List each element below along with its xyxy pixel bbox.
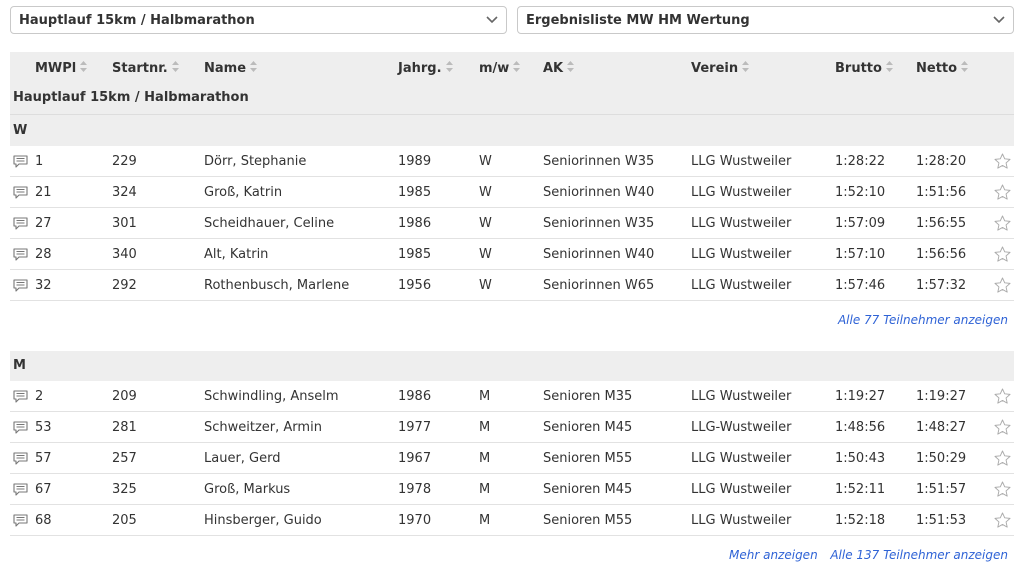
column-header-verein[interactable]: Verein xyxy=(691,52,749,86)
cell-mwpl: 28 xyxy=(35,247,52,262)
cell-jahrg: 1967 xyxy=(398,451,432,466)
table-row[interactable] xyxy=(10,505,1014,536)
sort-icon xyxy=(742,61,749,72)
group-header: M xyxy=(10,351,1014,381)
column-header-jahrg[interactable]: Jahrg. xyxy=(398,52,453,86)
cell-ak: Seniorinnen W65 xyxy=(543,278,655,293)
cell-verein: LLG Wustweiler xyxy=(691,451,792,466)
cell-brutto: 1:57:46 xyxy=(835,278,886,293)
table-row[interactable] xyxy=(10,208,1014,239)
table-row[interactable] xyxy=(10,270,1014,301)
cell-mwpl: 68 xyxy=(35,513,52,528)
cell-mw: W xyxy=(479,154,492,169)
show-more-link[interactable]: Mehr anzeigen xyxy=(729,548,818,562)
cell-ak: Seniorinnen W40 xyxy=(543,247,655,262)
cell-jahrg: 1986 xyxy=(398,389,432,404)
cell-netto: 1:28:20 xyxy=(916,154,967,169)
cell-name[interactable]: Groß, Katrin xyxy=(204,185,283,200)
cell-netto: 1:57:32 xyxy=(916,278,967,293)
cell-brutto: 1:52:11 xyxy=(835,482,886,497)
cell-netto: 1:48:27 xyxy=(916,420,967,435)
sort-icon xyxy=(513,61,520,72)
column-header-startnr[interactable]: Startnr. xyxy=(112,52,179,86)
cell-mw: M xyxy=(479,389,491,404)
column-header-netto[interactable]: Netto xyxy=(916,52,968,86)
cell-name[interactable]: Lauer, Gerd xyxy=(204,451,281,466)
star-outline-icon[interactable] xyxy=(993,152,1012,171)
sort-icon xyxy=(172,61,179,72)
cell-mw: W xyxy=(479,185,492,200)
cell-jahrg: 1989 xyxy=(398,154,432,169)
comment-icon[interactable] xyxy=(13,217,28,230)
cell-name[interactable]: Groß, Markus xyxy=(204,482,291,497)
sort-icon xyxy=(567,61,574,72)
show-all-participants-link[interactable]: Alle 137 Teilnehmer anzeigen xyxy=(830,548,1008,562)
star-outline-icon[interactable] xyxy=(993,387,1012,406)
cell-name[interactable]: Hinsberger, Guido xyxy=(204,513,322,528)
comment-icon[interactable] xyxy=(13,248,28,261)
cell-mwpl: 27 xyxy=(35,216,52,231)
cell-mwpl: 67 xyxy=(35,482,52,497)
cell-brutto: 1:28:22 xyxy=(835,154,886,169)
star-outline-icon[interactable] xyxy=(993,418,1012,437)
column-header-name[interactable]: Name xyxy=(204,52,257,86)
cell-jahrg: 1986 xyxy=(398,216,432,231)
group-footer xyxy=(10,536,1014,574)
star-outline-icon[interactable] xyxy=(993,245,1012,264)
cell-startnr: 229 xyxy=(112,154,137,169)
star-outline-icon[interactable] xyxy=(993,480,1012,499)
cell-startnr: 257 xyxy=(112,451,137,466)
cell-name[interactable]: Rothenbusch, Marlene xyxy=(204,278,350,293)
group-header: W xyxy=(10,114,1014,146)
cell-brutto: 1:19:27 xyxy=(835,389,886,404)
sort-icon xyxy=(80,61,87,72)
cell-mwpl: 1 xyxy=(35,154,44,169)
table-row[interactable] xyxy=(10,239,1014,270)
cell-name[interactable]: Alt, Katrin xyxy=(204,247,269,262)
race-select[interactable] xyxy=(10,6,507,34)
table-row[interactable] xyxy=(10,443,1014,474)
group-spacer xyxy=(10,339,1014,351)
comment-icon[interactable] xyxy=(13,483,28,496)
star-outline-icon[interactable] xyxy=(993,449,1012,468)
cell-jahrg: 1985 xyxy=(398,185,432,200)
cell-startnr: 301 xyxy=(112,216,137,231)
column-header-brutto[interactable]: Brutto xyxy=(835,52,893,86)
cell-jahrg: 1978 xyxy=(398,482,432,497)
cell-jahrg: 1970 xyxy=(398,513,432,528)
cell-verein: LLG Wustweiler xyxy=(691,389,792,404)
cell-netto: 1:51:56 xyxy=(916,185,967,200)
cell-mwpl: 53 xyxy=(35,420,52,435)
comment-icon[interactable] xyxy=(13,155,28,168)
cell-netto: 1:51:53 xyxy=(916,513,967,528)
sort-icon xyxy=(886,61,893,72)
cell-ak: Seniorinnen W40 xyxy=(543,185,655,200)
comment-icon[interactable] xyxy=(13,514,28,527)
cell-ak: Senioren M35 xyxy=(543,389,633,404)
list-select[interactable] xyxy=(517,6,1014,34)
cell-verein: LLG Wustweiler xyxy=(691,278,792,293)
cell-ak: Seniorinnen W35 xyxy=(543,154,655,169)
cell-name[interactable]: Scheidhauer, Celine xyxy=(204,216,335,231)
cell-mwpl: 32 xyxy=(35,278,52,293)
comment-icon[interactable] xyxy=(13,421,28,434)
star-outline-icon[interactable] xyxy=(993,511,1012,530)
cell-mwpl: 21 xyxy=(35,185,52,200)
cell-verein: LLG Wustweiler xyxy=(691,216,792,231)
column-header-mw[interactable]: m/w xyxy=(479,52,520,86)
cell-brutto: 1:50:43 xyxy=(835,451,886,466)
table-row[interactable] xyxy=(10,177,1014,208)
cell-verein: LLG Wustweiler xyxy=(691,154,792,169)
cell-startnr: 340 xyxy=(112,247,137,262)
show-all-participants-link[interactable]: Alle 77 Teilnehmer anzeigen xyxy=(837,313,1008,327)
cell-verein: LLG Wustweiler xyxy=(691,482,792,497)
cell-mwpl: 57 xyxy=(35,451,52,466)
sort-icon xyxy=(446,61,453,72)
cell-mw: M xyxy=(479,482,491,497)
cell-mw: W xyxy=(479,247,492,262)
cell-brutto: 1:48:56 xyxy=(835,420,886,435)
cell-jahrg: 1985 xyxy=(398,247,432,262)
cell-mw: M xyxy=(479,451,491,466)
cell-netto: 1:56:56 xyxy=(916,247,967,262)
table-header xyxy=(10,52,1014,86)
table-row[interactable] xyxy=(10,474,1014,505)
race-title: Hauptlauf 15km / Halbmarathon xyxy=(10,86,1014,114)
cell-startnr: 325 xyxy=(112,482,137,497)
cell-name[interactable]: Dörr, Stephanie xyxy=(204,154,307,169)
cell-jahrg: 1956 xyxy=(398,278,432,293)
cell-netto: 1:56:55 xyxy=(916,216,967,231)
cell-ak: Senioren M45 xyxy=(543,420,633,435)
star-outline-icon[interactable] xyxy=(993,183,1012,202)
cell-mw: W xyxy=(479,216,492,231)
cell-ak: Seniorinnen W35 xyxy=(543,216,655,231)
comment-icon[interactable] xyxy=(13,452,28,465)
sort-icon xyxy=(961,61,968,72)
cell-brutto: 1:57:09 xyxy=(835,216,886,231)
list-select-value: Ergebnisliste MW HM Wertung xyxy=(526,13,750,28)
column-header-ak[interactable]: AK xyxy=(543,52,574,86)
cell-startnr: 324 xyxy=(112,185,137,200)
cell-verein: LLG Wustweiler xyxy=(691,247,792,262)
cell-mwpl: 2 xyxy=(35,389,44,404)
cell-ak: Senioren M55 xyxy=(543,451,633,466)
cell-mw: M xyxy=(479,513,491,528)
star-outline-icon[interactable] xyxy=(993,276,1012,295)
cell-startnr: 281 xyxy=(112,420,137,435)
cell-name[interactable]: Schwindling, Anselm xyxy=(204,389,339,404)
cell-netto: 1:19:27 xyxy=(916,389,967,404)
cell-mw: M xyxy=(479,420,491,435)
group-footer xyxy=(10,301,1014,339)
column-header-mwpl[interactable]: MWPl xyxy=(35,52,87,86)
table-row[interactable] xyxy=(10,146,1014,177)
cell-startnr: 205 xyxy=(112,513,137,528)
cell-verein: LLG-Wustweiler xyxy=(691,420,792,435)
race-select-value: Hauptlauf 15km / Halbmarathon xyxy=(19,13,255,28)
cell-verein: LLG Wustweiler xyxy=(691,513,792,528)
cell-verein: LLG Wustweiler xyxy=(691,185,792,200)
comment-icon[interactable] xyxy=(13,279,28,292)
cell-ak: Senioren M45 xyxy=(543,482,633,497)
cell-name[interactable]: Schweitzer, Armin xyxy=(204,420,322,435)
result-groups xyxy=(10,114,1014,574)
cell-mw: W xyxy=(479,278,492,293)
table-row[interactable] xyxy=(10,381,1014,412)
chevron-down-icon xyxy=(486,7,498,34)
cell-brutto: 1:52:18 xyxy=(835,513,886,528)
cell-startnr: 292 xyxy=(112,278,137,293)
star-outline-icon[interactable] xyxy=(993,214,1012,233)
comment-icon[interactable] xyxy=(13,186,28,199)
cell-netto: 1:51:57 xyxy=(916,482,967,497)
cell-brutto: 1:57:10 xyxy=(835,247,886,262)
chevron-down-icon xyxy=(993,7,1005,34)
table-row[interactable] xyxy=(10,412,1014,443)
cell-ak: Senioren M55 xyxy=(543,513,633,528)
sort-icon xyxy=(250,61,257,72)
cell-netto: 1:50:29 xyxy=(916,451,967,466)
cell-jahrg: 1977 xyxy=(398,420,432,435)
comment-icon[interactable] xyxy=(13,390,28,403)
cell-startnr: 209 xyxy=(112,389,137,404)
cell-brutto: 1:52:10 xyxy=(835,185,886,200)
results-table xyxy=(10,52,1014,574)
